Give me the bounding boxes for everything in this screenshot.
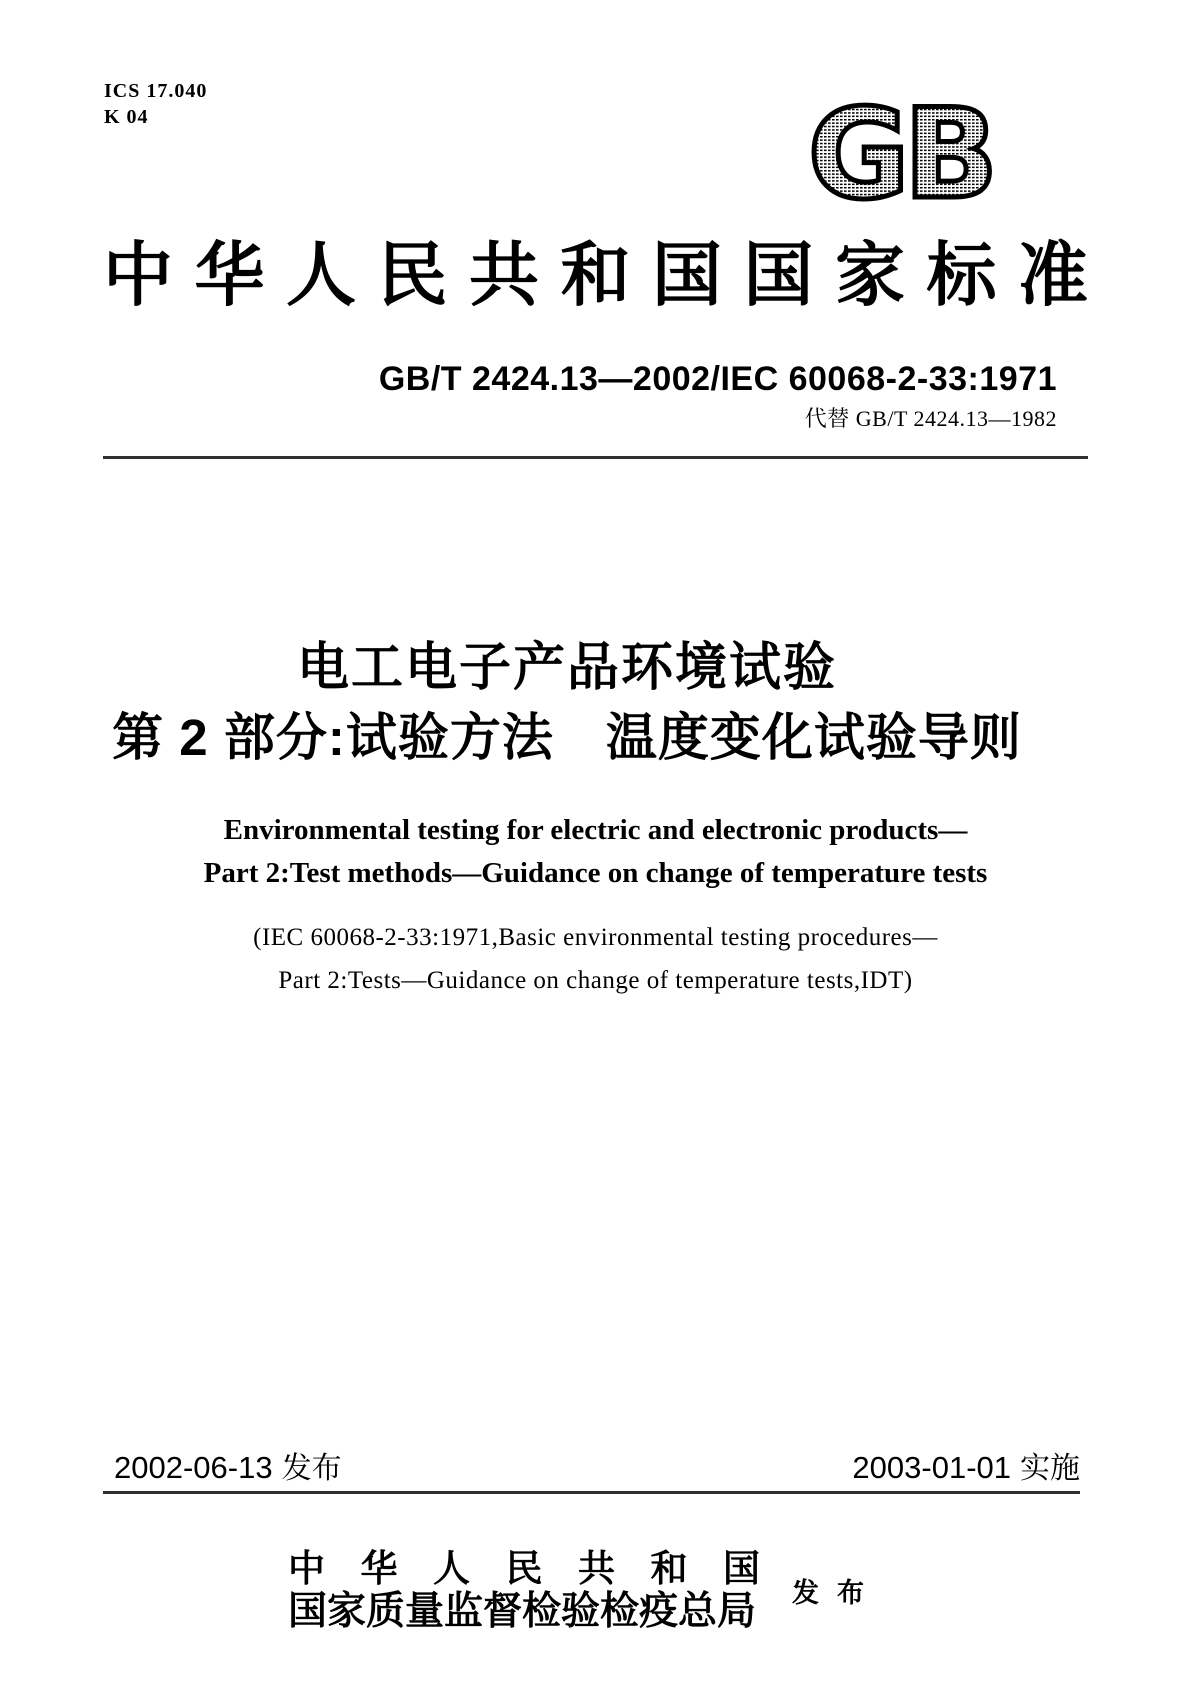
implement-date: 2003-01-01 xyxy=(852,1450,1011,1485)
implement-date-group xyxy=(852,1452,1080,1484)
chinese-title xyxy=(0,639,1134,766)
publisher-line2: 国家质量监督检验检疫总局 xyxy=(288,1590,757,1633)
gb-logo-text: GB xyxy=(807,101,993,213)
standard-number: GB/T 2424.13—2002/IEC 60068-2-33:1971 xyxy=(378,360,1057,398)
national-standard-heading: 中 华 人 民 共 和 国 国 家 标 准 xyxy=(103,238,1088,315)
iec-reference-line1: (IEC 60068-2-33:1971,Basic environmental testing procedures— xyxy=(253,924,938,951)
issue-date-group xyxy=(114,1452,342,1484)
chinese-title-line2: 第 2 部分:试验方法 温度变化试验导则 xyxy=(112,709,1022,766)
publisher-line1: 中 华 人 民 共 和 国 xyxy=(288,1549,760,1590)
masthead-divider xyxy=(103,456,1088,459)
chinese-title-line1: 电工电子产品环境试验 xyxy=(296,639,837,697)
gb-logo-graphic xyxy=(796,101,1004,213)
ics-code: ICS 17.040 xyxy=(104,80,208,102)
english-title-line1: Environmental testing for electric and electronic products— xyxy=(223,814,968,846)
publisher-block xyxy=(288,1551,760,1631)
issue-date-label: 发布 xyxy=(281,1452,342,1485)
iec-reference-line2: Part 2:Tests—Guidance on change of temperature tests,IDT) xyxy=(278,967,913,994)
class-code: K 04 xyxy=(104,106,149,128)
english-title-line2: Part 2:Test methods—Guidance on change of temperature tests xyxy=(203,857,988,889)
release-label: 发布 xyxy=(792,1578,882,1608)
iec-reference xyxy=(0,925,1191,993)
english-title xyxy=(0,816,1191,888)
classification-codes xyxy=(104,78,207,130)
issue-date: 2002-06-13 xyxy=(114,1450,273,1485)
gb-logo xyxy=(796,101,1004,218)
implement-date-label: 实施 xyxy=(1020,1452,1080,1485)
supersedes-note: 代替 GB/T 2424.13—1982 xyxy=(804,406,1057,431)
date-row xyxy=(114,1452,1080,1484)
footer-divider xyxy=(103,1491,1080,1494)
